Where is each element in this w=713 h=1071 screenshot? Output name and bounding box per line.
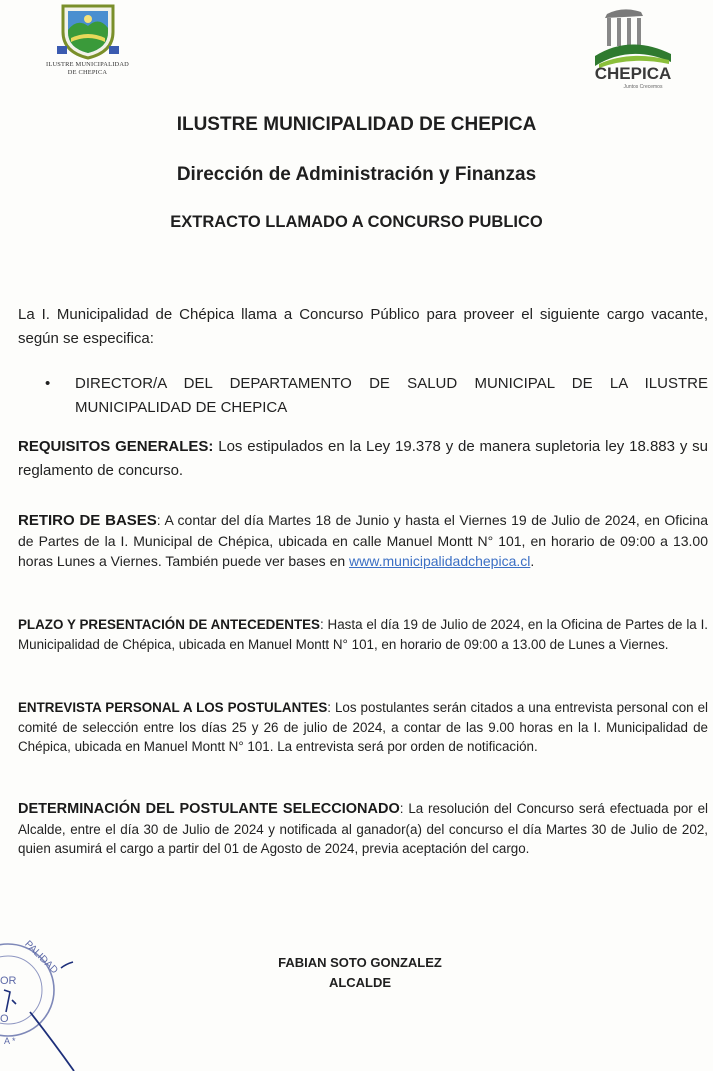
requisitos-paragraph	[18, 435, 708, 483]
chepica-arch-logo-icon	[585, 4, 680, 90]
signature-mark-icon	[60, 960, 74, 970]
bullet-dot: •	[45, 375, 51, 392]
requisitos-label: REQUISITOS GENERALES:	[18, 438, 214, 455]
stamp-text-left: OR	[0, 975, 17, 987]
plazo-text: : Hasta el día 19 de Julio de 2024, en la Oficina de Partes de la I. Municipalidad de Chépica, ubicada en Manuel Montt N° 101, en horario de 09:00 a 13.00 de Lunes a Viernes.	[18, 617, 709, 652]
plazo-paragraph	[18, 615, 708, 654]
retiro-label: RETIRO DE BASES	[18, 512, 157, 529]
right-logo-sub: Juntos Crecemos	[623, 84, 663, 90]
document-subtitle: Dirección de Administración y Finanzas	[176, 164, 537, 185]
retiro-end: .	[530, 553, 535, 569]
signatory-role: ALCALDE	[328, 975, 392, 990]
municipal-shield-icon	[55, 2, 121, 60]
stamp-text-top: PALIDAD	[22, 938, 60, 977]
website-link[interactable]: www.municipalidadchepica.cl	[349, 553, 531, 569]
position-title: DIRECTOR/A DEL DEPARTAMENTO DE SALUD MUNICIPAL DE LA ILUSTRE MUNICIPALIDAD DE CHEPICA	[75, 375, 708, 416]
intro-paragraph: La I. Municipalidad de Chépica llama a Concurso Público para proveer el siguiente cargo vacante, según se especifica:	[18, 306, 708, 347]
logo-caption-line1: ILUSTRE MUNICIPALIDAD	[46, 61, 129, 68]
position-bullet	[45, 372, 708, 420]
logo-caption-line2: DE CHEPICA	[67, 69, 108, 76]
determinacion-paragraph	[18, 799, 708, 859]
stamp-text-mid: O	[0, 1013, 9, 1025]
chepica-logo	[585, 4, 680, 90]
plazo-label: PLAZO Y PRESENTACIÓN DE ANTECEDENTES	[18, 617, 320, 632]
entrevista-text: : Los postulantes serán citados a una entrevista personal con el comité de selección entre los días 25 y 26 de julio de 2024, a contar de las 9.00 horas en la I. Municipalidad de Chépica, ubicada en Manuel Montt N° 101. La entrevista será por orden de notificación.	[18, 700, 708, 754]
retiro-paragraph	[18, 510, 708, 571]
retiro-text: : A contar del día Martes 18 de Junio y hasta el Viernes 19 de Julio de 2024, en Oficina de Partes de la I. Municipal de Chépica, ubicada en calle Manuel Montt N° 101, en horario de 09:00 a 13.00 horas Lunes a Viernes. También puede ver bases en	[18, 512, 708, 569]
right-logo-text: CHEPICA	[594, 64, 672, 83]
official-stamp-icon	[0, 920, 90, 1071]
document-title: ILUSTRE MUNICIPALIDAD DE CHEPICA	[176, 114, 537, 135]
entrevista-label: ENTREVISTA PERSONAL A LOS POSTULANTES	[18, 700, 328, 715]
determinacion-text: : La resolución del Concurso será efectuada por el Alcalde, entre el día 30 de Julio de 2024 y notificada al ganador(a) del concurso el día Martes 30 de Julio de 202, quien asumirá el cargo a partir del 01 de Agosto de 2024, previa aceptación del cargo.	[18, 801, 708, 856]
municipal-logo	[30, 2, 145, 78]
signatory-name: FABIAN SOTO GONZALEZ	[278, 955, 442, 970]
entrevista-paragraph	[18, 698, 708, 757]
stamp-text-bottom: A *	[4, 1036, 16, 1046]
document-heading: EXTRACTO LLAMADO A CONCURSO PUBLICO	[170, 213, 543, 231]
requisitos-text: Los estipulados en la Ley 19.378 y de manera supletoria ley 18.883 y su reglamento de concurso.	[18, 438, 708, 479]
determinacion-label: DETERMINACIÓN DEL POSTULANTE SELECCIONADO	[18, 801, 400, 817]
